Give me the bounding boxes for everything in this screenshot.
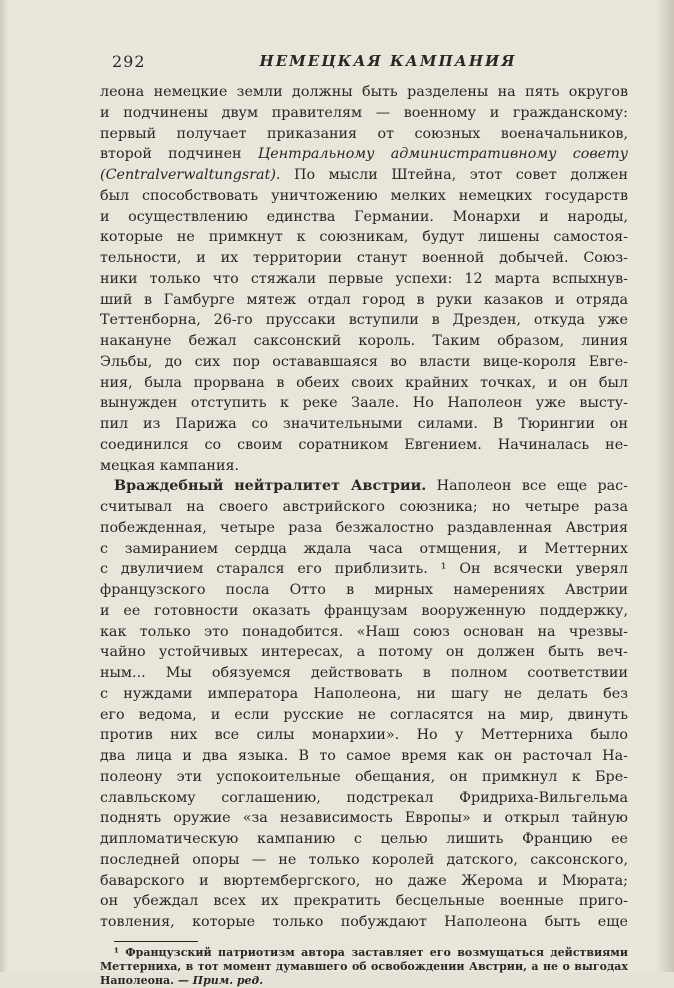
text-line: с нуждами императора Наполеона, ни шагу не делать без — [100, 685, 628, 702]
paragraph-2 — [100, 476, 628, 933]
text-line: мецкая кампания. — [100, 457, 240, 474]
text-line: первый получает приказания от союзных военачальников, — [100, 125, 628, 142]
text-line: с двуличием старался его приблизить. ¹ Он всячески уверял — [100, 561, 628, 578]
footnote-line: ¹ Французский патриотизм автора заставляет его возмущаться действиями — [114, 945, 628, 959]
text-line: соединился со своим соратником Евгением. Начиналась не- — [100, 436, 628, 453]
text-line: ший в Гамбурге мятеж отдал город в руки казаков и отряда — [100, 291, 628, 308]
text-line: поднять оружие «за независимость Европы» и открыл тайную — [100, 810, 628, 827]
text-line: против них все силы монархии». Но у Меттерниха было — [100, 727, 628, 744]
text-line: дипломатическую кампанию с целью лишить Францию ее — [100, 831, 628, 847]
page-right-edge — [656, 0, 674, 972]
text-line: он убеждал всех их прекратить бесцельные военные приго- — [100, 893, 628, 910]
text-line: французского посла Отто в мирных намерениях Австрии — [100, 582, 628, 598]
text-line: был способствовать уничтожению мелких немецких государств — [100, 187, 628, 204]
book-page — [100, 52, 628, 988]
section-heading: Враждебный нейтралитет Австрии. — [114, 478, 427, 495]
text-line: накануне бежал саксонский король. Таким образом, линия — [100, 333, 628, 349]
text-line: как только это понадобится. «Наш союз основан на чрезвы- — [100, 623, 628, 640]
text-line — [100, 476, 628, 497]
text-line: вынужден отступить к реке Заале. Но Наполеон уже высту- — [100, 395, 628, 412]
text-line: второй подчинен Центральному административному совету — [100, 146, 628, 163]
text-line: побежденная, четыре раза безжалостно раздавленная Австрия — [100, 519, 628, 536]
footnote-rule — [114, 941, 198, 942]
editor-note: Прим. ред. — [192, 973, 264, 987]
text-line: Эльбы, до сих пор остававшаяся во власти вице-короля Евге- — [100, 353, 628, 370]
paragraph-1 — [100, 82, 628, 476]
text-line: с замиранием сердца ждала часа отмщения, и Меттерних — [100, 540, 628, 557]
footnote-line: Меттерниха, в тот момент думавшего об освобождении Австрии, а не о выгодах — [100, 959, 628, 973]
footnote — [100, 946, 628, 988]
main-text — [100, 82, 628, 933]
text-line: чайно устойчивых интересах, а потому он должен быть веч- — [100, 644, 628, 661]
text-line: пил из Парижа со значительными силами. В Тюрингии он — [100, 416, 628, 432]
text-line: Теттенборна, 26-го пруссаки вступили в Дрезден, откуда уже — [100, 312, 628, 329]
footnote-line — [100, 974, 628, 988]
text-line: последней опоры — не только королей датского, саксонского, — [100, 851, 628, 868]
text-line: полеону эти успокоительные обещания, он примкнул к Бре- — [100, 768, 628, 785]
text-line: считывал на своего австрийского союзника; но четыре раза — [100, 499, 628, 515]
text-line: леона немецкие земли должны быть разделены на пять округов — [100, 84, 628, 100]
text-line: славльскому соглашению, подстрекал Фридриха-Вильгельма — [100, 789, 628, 806]
text-line: ния, была прорвана в обеих своих крайних точках, и он был — [100, 374, 628, 391]
footnote-text: Наполеона. — — [100, 973, 193, 987]
text-line: два лица и два языка. В то самое время как он расточал На- — [100, 748, 628, 764]
text-fragment: Наполеон все еще рас- — [426, 478, 628, 495]
text-line: ным... Мы обязуемся действовать в полном соответствии — [100, 665, 628, 681]
running-title: НЕМЕЦКАЯ КАМПАНИЯ — [259, 52, 517, 70]
text-line: (Centralverwaltungsrat). По мысли Штейна, этот совет должен — [100, 167, 628, 183]
page-header — [100, 52, 628, 78]
page-number: 292 — [112, 52, 146, 71]
text-line: его ведома, и если русские не согласятся на мир, двинуть — [100, 706, 628, 723]
text-line: и осуществлению единства Германии. Монархи и народы, — [100, 208, 628, 225]
page-left-edge — [0, 0, 8, 972]
text-line: тельности, и их территории станут военной добычей. Союз- — [100, 250, 628, 266]
text-line: ники только что стяжали первые успехи: 12 марта вспыхнув- — [100, 270, 628, 287]
text-line: товления, которые только побуждают Наполеона быть еще — [100, 914, 628, 930]
text-line: которые не примкнут к союзникам, будут лишены самостоя- — [100, 229, 628, 246]
text-line: и подчинены двум правителям — военному и гражданскому: — [100, 104, 628, 121]
text-line: баварского и вюртембергского, но даже Жерома и Мюрата; — [100, 872, 628, 889]
text-line: и ее готовности оказать французам вооруженную поддержку, — [100, 602, 628, 619]
